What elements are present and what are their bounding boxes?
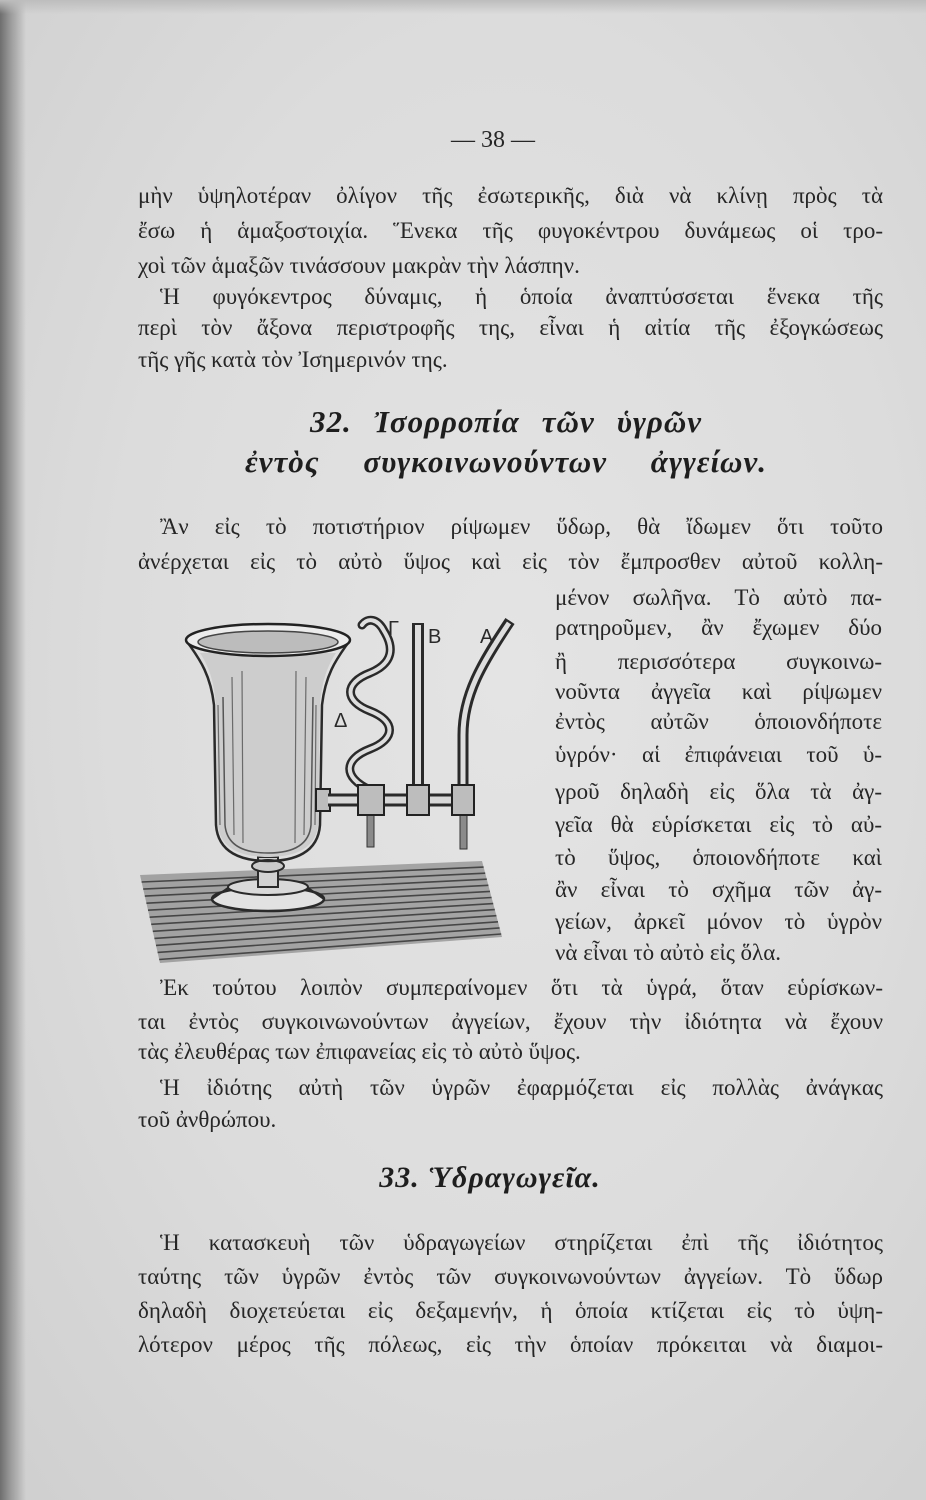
label-delta: Δ	[334, 710, 348, 732]
text-line: τὰς ἐλευθέρας των ἐπιφανείας εἰς τὸ αὐτὸ ὕψος.	[138, 1039, 581, 1064]
text-line: ἐντὸς αὐτῶν ὁποιονδήποτε	[555, 709, 882, 734]
wavy-tube-glass	[350, 620, 391, 790]
text-line: Ἡ φυγόκεντρος δύναμις, ἡ ὁποία ἀναπτύσσεται ἕνεκα τῆς	[160, 284, 883, 309]
section-32-heading-line-1: 32. Ἰσορροπία τῶν ὑγρῶν	[310, 404, 702, 439]
tube-joint	[358, 785, 384, 815]
text-line: ὑγρόν· αἱ ἐπιφάνειαι τοῦ ὑ-	[555, 742, 882, 767]
label-gamma: Γ	[388, 618, 400, 640]
support-peg	[460, 813, 467, 849]
text-line: νοῦντα ἀγγεῖα καὶ ρίψωμεν	[555, 679, 882, 704]
text-line: γείων, ἀρκεῖ μόνον τὸ ὑγρὸν	[555, 909, 882, 934]
tube-joint	[452, 785, 474, 815]
text-line: ρατηροῦμεν, ἂν ἔχωμεν δύο	[555, 615, 882, 640]
support-peg	[367, 813, 374, 847]
text-line: ἀνέρχεται εἰς τὸ αὐτὸ ὕψος καὶ εἰς τὸν ἔμπροσθεν αὐτοῦ κολλη-	[138, 549, 883, 574]
text-line: δηλαδὴ διοχετεύεται εἰς δεξαμενήν, ἡ ὁποία κτίζεται εἰς τὸ ὑψη-	[138, 1298, 883, 1323]
text-line: νὰ εἶναι τὸ αὐτὸ εἰς ὅλα.	[555, 940, 782, 965]
text-line: περὶ τὸν ἄξονα περιστροφῆς της, εἶναι ἡ αἰτία τῆς ἐξογκώσεως	[138, 315, 883, 340]
communicating-vessels-figure	[130, 585, 530, 975]
page-spine-shadow	[0, 0, 26, 1500]
text-line: μένον σωλῆνα. Τὸ αὐτὸ πα-	[555, 585, 882, 610]
text-line: ἔσω ἡ ἁμαξοστοιχία. Ἕνεκα τῆς φυγοκέντρου δυνάμεως οἱ τρο-	[138, 218, 883, 243]
text-line: γροῦ δηλαδὴ εἰς ὅλα τὰ ἀγ-	[555, 779, 882, 804]
text-line: ται ἐντὸς συγκοινωνούντων ἀγγείων, ἔχουν τὴν ἰδιότητα νὰ ἔχουν	[138, 1009, 883, 1034]
text-line: τοῦ ἀνθρώπου.	[138, 1107, 277, 1132]
label-beta: Β	[428, 626, 442, 648]
section-32-heading-line-2: ἐντὸς συγκοινωνούντων ἀγγείων.	[245, 444, 767, 479]
text-line: ἢ περισσότερα συγκοινω-	[555, 649, 882, 674]
text-line: χοὶ τῶν ἁμαξῶν τινάσσουν μακρὰν τὴν λάσπην.	[138, 253, 580, 278]
text-line: τῆς γῆς κατὰ τὸν Ἰσημερινόν της.	[138, 347, 448, 372]
text-line: Ἂν εἰς τὸ ποτιστήριον ρίψωμεν ὕδωρ, θὰ ἴδωμεν ὅτι τοῦτο	[160, 514, 883, 539]
text-line: ταύτης τῶν ὑγρῶν ἐντὸς τῶν συγκοινωνούντων ἀγγείων. Τὸ ὕδωρ	[138, 1264, 883, 1289]
goblet-coupling	[316, 789, 330, 811]
text-line: μὴν ὑψηλοτέραν ὀλίγον τῆς ἐσωτερικῆς, διὰ νὰ κλίνῃ πρὸς τὰ	[138, 183, 883, 208]
page-number: — 38 —	[451, 127, 535, 153]
text-line: γεῖα θὰ εὑρίσκεται εἰς τὸ αὐ-	[555, 812, 882, 837]
page-top-shadow	[0, 0, 926, 14]
text-line: Ἡ κατασκευὴ τῶν ὑδραγωγείων στηρίζεται ἐπὶ τῆς ἰδιότητος	[160, 1230, 883, 1255]
text-line: Ἡ ἰδιότης αὐτὴ τῶν ὑγρῶν ἐφαρμόζεται εἰς πολλὰς ἀνάγκας	[160, 1075, 883, 1100]
text-line: λότερον μέρος τῆς πόλεως, εἰς τὴν ὁποίαν πρόκειται νὰ διαμοι-	[138, 1332, 883, 1357]
text-line: ἂν εἶναι τὸ σχῆμα τῶν ἀγ-	[555, 877, 882, 902]
tube-joint	[407, 785, 429, 815]
text-line: Ἐκ τούτου λοιπὸν συμπεραίνομεν ὅτι τὰ ὑγρά, ὅταν εὑρίσκων-	[160, 975, 883, 1000]
label-alpha: Α	[480, 626, 494, 648]
text-line: τὸ ὕψος, ὁποιονδήποτε καὶ	[555, 845, 882, 870]
section-33-heading: 33. Ὑδραγωγεῖα.	[379, 1161, 601, 1194]
goblet-water-surface	[198, 631, 338, 653]
